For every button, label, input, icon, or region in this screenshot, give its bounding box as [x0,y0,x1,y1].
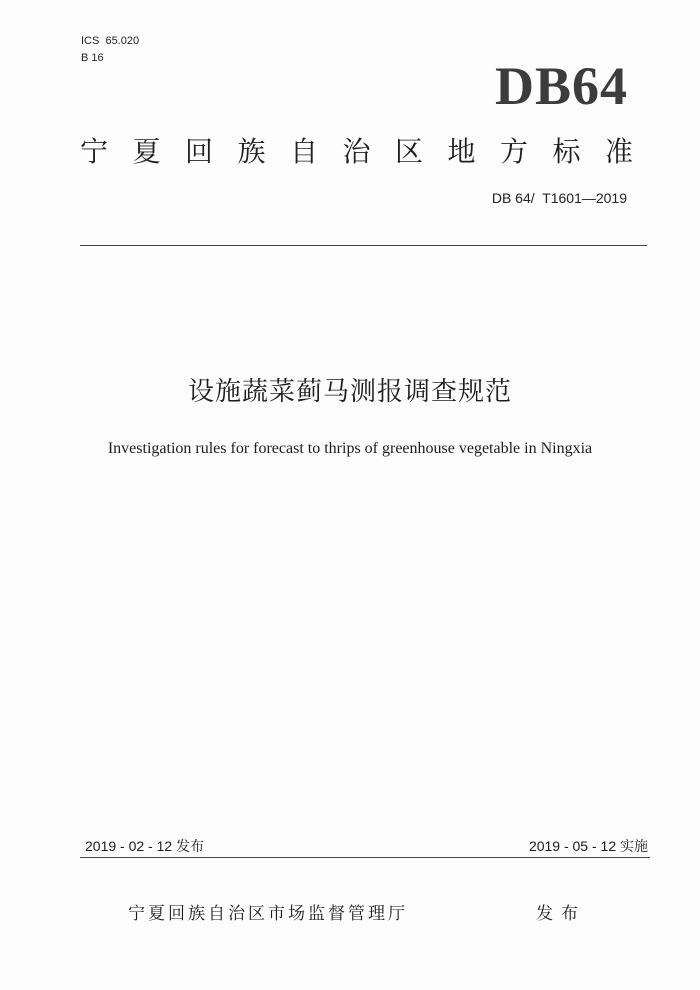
bottom-divider [80,857,650,858]
document-title-chinese: 设施蔬菜蓟马测报调查规范 [187,377,512,407]
standard-number: DB 64/ T1601—2019 [491,190,627,206]
issuing-authority: 宁夏回族自治区市场监督管理厅 [128,904,408,924]
ics-code: ICS 65.020 [81,35,140,47]
publish-date: 2019 - 02 - 12 发布 [85,838,205,854]
db64-logo: DB64 [494,56,628,116]
document-title-english: Investigation rules for forecast to thrips of greenhouse vegetable in Ningxia [107,440,593,457]
classification-codes [81,33,139,67]
issue-label: 发布 [536,904,586,924]
top-divider [80,245,647,246]
standard-type-title: 宁夏回族自治区地方标准 [80,135,658,168]
effective-date: 2019 - 05 - 12 实施 [528,838,648,854]
classification-code: B 16 [81,52,104,64]
